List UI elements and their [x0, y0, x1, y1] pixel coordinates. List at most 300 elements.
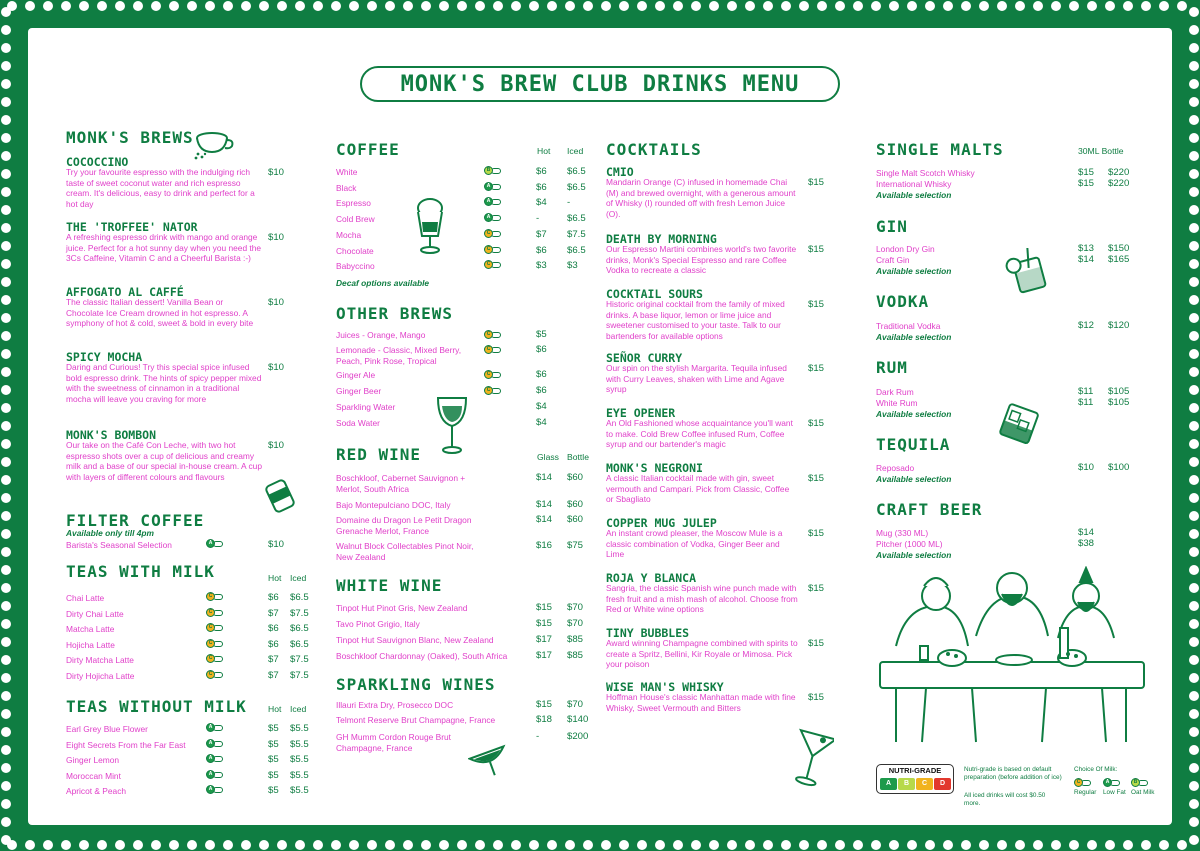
tea-hot-price: $6 [268, 592, 279, 603]
border-dot [151, 840, 161, 850]
grade-letter: A [484, 197, 493, 206]
gin-tonic-icon [1002, 248, 1056, 298]
nutri-grade-c-badge [484, 345, 501, 354]
border-dot [1069, 1, 1079, 11]
border-dot [547, 840, 557, 850]
border-dot [1189, 7, 1199, 17]
wine-glass-price: $14 [536, 472, 553, 483]
spirit-bottle-price: $220 [1108, 178, 1130, 189]
border-dot [1189, 115, 1199, 125]
border-dot [133, 840, 143, 850]
coffee-name: Espresso [336, 198, 371, 209]
section-title-red-wine: RED WINE [336, 445, 422, 464]
border-dot [223, 840, 233, 850]
coffee-name: White [336, 167, 358, 177]
grade-letter: C [484, 229, 493, 238]
monks-illustration [876, 566, 1148, 750]
spirit-name: Pitcher (1000 ML) [876, 539, 943, 549]
filter-coffee-price: $10 [268, 539, 285, 550]
border-dot [1, 475, 11, 485]
border-dot [1189, 205, 1199, 215]
tea-name: Dirty Matcha Latte [66, 655, 134, 665]
cocktail-description: Sangria, the classic Spanish wine punch made with fresh fruit and a mish mash of alcohol. Choose from Red or White wine options [606, 583, 798, 615]
border-dot [1189, 223, 1199, 233]
border-dot [691, 840, 701, 850]
border-dot [601, 1, 611, 11]
border-dot [817, 840, 827, 850]
border-dot [1, 511, 11, 521]
milk-label: Oat Milk [1131, 789, 1155, 796]
grade-letter: A [206, 785, 215, 794]
coffee-cup-icon [192, 124, 236, 160]
border-dot [1, 673, 11, 683]
col-30ml-bottle: 30ML Bottle [1078, 146, 1124, 156]
border-dot [691, 1, 701, 11]
border-dot [1, 223, 11, 233]
coffee-iced-price: $7.5 [567, 228, 586, 240]
border-dot [1051, 840, 1061, 850]
grade-letter: A [484, 213, 493, 222]
border-dot [1189, 691, 1199, 701]
border-dot [817, 1, 827, 11]
border-dot [1189, 529, 1199, 539]
white-wine-name: Tinpot Hut Pinot Gris, New Zealand [336, 603, 468, 613]
border-dot [475, 1, 485, 11]
grade-letter: C [484, 386, 493, 395]
nutri-grade-c-badge [206, 639, 223, 648]
grade-letter: C [206, 639, 215, 648]
grade-letter: A [1103, 778, 1112, 787]
border-dot [1189, 799, 1199, 809]
border-dot [1015, 840, 1025, 850]
border-dot [799, 840, 809, 850]
border-dot [493, 840, 503, 850]
spirit-shot-price: $11 [1078, 397, 1094, 408]
border-dot [421, 1, 431, 11]
wine-bottle-price: $75 [567, 540, 584, 551]
border-dot [1159, 1, 1169, 11]
border-dot [673, 1, 683, 11]
nutri-grade-a-badge [206, 739, 223, 748]
border-dot [997, 840, 1007, 850]
border-dot [385, 840, 395, 850]
nutri-grade-c-badge [484, 229, 501, 238]
border-dot [1189, 421, 1199, 431]
border-dot [1189, 313, 1199, 323]
border-dot [277, 840, 287, 850]
border-dot [655, 840, 665, 850]
border-dot [655, 1, 665, 11]
nutri-grade-a-badge [484, 213, 501, 222]
cocktail-description: Award winning Champagne combined with spirits to create a Spritz, Bellini, Kir Royale or Mimosa. Pick your poison [606, 638, 798, 670]
sparkling-wine-name: Illauri Extra Dry, Prosecco DOC [336, 700, 454, 710]
border-dot [1, 691, 11, 701]
wine-glass-price: $17 [536, 650, 553, 661]
border-dot [1189, 439, 1199, 449]
border-dot [1, 457, 11, 467]
coffee-name: Black [336, 182, 357, 193]
wine-glass-price: $14 [536, 499, 553, 510]
border-dot [61, 1, 71, 11]
title-box [360, 66, 840, 102]
border-dot [1189, 349, 1199, 359]
border-dot [1, 133, 11, 143]
border-dot [205, 1, 215, 11]
other-brew-name: Lemonade - Classic, Mixed Berry, Peach, Pink Rose, Tropical [336, 345, 462, 366]
border-dot [169, 1, 179, 11]
drink-name: MONK'S BOMBON [66, 428, 157, 442]
border-dot [727, 840, 737, 850]
drink-price: $10 [268, 362, 285, 373]
border-dot [1, 763, 11, 773]
sparkling-wine-name: GH Mumm Cordon Rouge Brut Champagne, France [336, 732, 451, 753]
nutri-grade-a-badge [206, 754, 223, 763]
border-dot [1, 313, 11, 323]
grade-letter: C [484, 330, 493, 339]
border-dot [871, 840, 881, 850]
coffee-name: Babyccino [336, 261, 375, 272]
coffee-hot-price: $6 [536, 244, 547, 256]
border-dot [835, 1, 845, 11]
border-dot [1189, 133, 1199, 143]
border-dot [1105, 1, 1115, 11]
nutri-grade-a: A [880, 778, 897, 790]
col-iced: Iced [290, 704, 307, 714]
nutri-grade-c-badge [206, 623, 223, 632]
border-dot [853, 1, 863, 11]
border-dot [1, 565, 11, 575]
coffee-hot-price: - [536, 213, 540, 225]
section-title-cocktails: COCKTAILS [606, 140, 702, 159]
nutri-grade-a-badge [484, 197, 501, 206]
border-dot [1189, 25, 1199, 35]
cocktail-name: TINY BUBBLES [606, 626, 690, 640]
wine-glass-price: $15 [536, 618, 553, 629]
water-glass-icon [434, 392, 470, 456]
other-brew-price: $6 [536, 344, 547, 355]
wine-bottle-price: $70 [567, 618, 584, 629]
section-title-other-brews: OTHER BREWS [336, 304, 453, 323]
border-dot [619, 840, 629, 850]
spirit-shot-price: $15 [1078, 178, 1095, 189]
nutri-grade-c-badge [206, 592, 223, 601]
drink-name: SPICY MOCHA [66, 350, 143, 364]
spirit-shot-price: $11 [1078, 386, 1094, 397]
border-dot [241, 840, 251, 850]
border-dot [1189, 97, 1199, 107]
tea-hot-price: $6 [268, 623, 279, 634]
border-dot [907, 840, 917, 850]
filter-coffee-note: Available only till 4pm [66, 528, 154, 538]
wine-glass-price: $18 [536, 714, 553, 725]
grade-letter: A [206, 539, 215, 548]
coffee-iced-price: - [567, 197, 571, 209]
spirit-name: Single Malt Scotch Whisky [876, 168, 975, 178]
wine-bottle-price: $200 [567, 731, 589, 742]
white-wine-name: Tavo Pinot Grigio, Italy [336, 619, 420, 629]
cocktail-price: $15 [808, 177, 825, 188]
drink-name: THE 'TROFFEE' NATOR [66, 220, 198, 234]
border-dot [1, 583, 11, 593]
border-dot [1, 349, 11, 359]
border-dot [367, 840, 377, 850]
border-dot [997, 1, 1007, 11]
border-dot [1189, 655, 1199, 665]
grade-letter: C [206, 608, 215, 617]
border-dot [25, 840, 35, 850]
cocktail-description: Historic original cocktail from the family of mixed drinks. A base liquor, lemon or lime juice and sweetener customised to your taste. Talk to our bartenders for available options [606, 299, 785, 341]
wine-bottle-price: $70 [567, 699, 584, 710]
milkshake-icon [410, 196, 450, 256]
wine-bottle-price: $85 [567, 650, 584, 661]
cocktail-name: COCKTAIL SOURS [606, 287, 703, 301]
wine-glass-price: $15 [536, 699, 553, 710]
tea-name: Eight Secrets From the Far East [66, 739, 186, 750]
other-brew-name: Ginger Ale [336, 370, 376, 380]
spirit-bottle-price: $100 [1108, 462, 1130, 473]
whisky-glass-icon [992, 398, 1048, 450]
grade-letter: C [484, 260, 493, 269]
border-dot [403, 1, 413, 11]
available-selection-note: Available selection [876, 266, 952, 276]
tea-hot-price: $7 [268, 669, 279, 681]
border-dot [97, 1, 107, 11]
white-wine-name: Boschkloof Chardonnay (Oaked), South Africa [336, 651, 508, 661]
border-dot [133, 1, 143, 11]
border-dot [529, 1, 539, 11]
tea-name: Earl Grey Blue Flower [66, 724, 148, 734]
border-dot [781, 1, 791, 11]
wine-glass-price: $15 [536, 602, 553, 613]
red-wine-name: Walnut Block Collectables Pinot Noir, New Zealand [336, 541, 474, 562]
drink-description: A refreshing espresso drink with mango and orange juice. Perfect for a hot sunny day when you need the 3Cs Caffeine, Vitamin C and a Cheerful Barista :-) [66, 232, 262, 264]
border-dot [1189, 835, 1199, 845]
spirit-name: Dark Rum [876, 387, 914, 397]
other-brew-price: $4 [536, 401, 547, 412]
border-dot [745, 1, 755, 11]
wine-bottle-price: $60 [567, 514, 584, 525]
nutri-grade-badge [876, 764, 954, 794]
beer-price: $14 [1078, 527, 1095, 538]
spirit-name: Traditional Vodka [876, 321, 941, 331]
border-dot [1189, 817, 1199, 827]
border-dot [25, 1, 35, 11]
border-dot [529, 840, 539, 850]
coffee-name: Mocha [336, 229, 362, 240]
nutri-grade-d: D [934, 778, 951, 790]
border-dot [1, 241, 11, 251]
milk-label: Regular [1074, 789, 1097, 796]
tea-hot-price: $5 [268, 769, 279, 781]
border-dot [1189, 475, 1199, 485]
border-dot [1, 61, 11, 71]
border-dot [889, 1, 899, 11]
border-dot [1, 637, 11, 647]
section-title-single_malts: SINGLE MALTS [876, 140, 1004, 159]
section-title-tequila: TEQUILA [876, 435, 951, 454]
border-dot [115, 840, 125, 850]
border-dot [853, 840, 863, 850]
border-dot [1033, 1, 1043, 11]
cocktail-price: $15 [808, 583, 825, 594]
border-dot [1, 277, 11, 287]
red-wine-name: Domaine du Dragon Le Petit Dragon Grenache Merlot, France [336, 515, 472, 536]
nutri-grade-c-badge [484, 260, 501, 269]
border-dot [1189, 385, 1199, 395]
cocktail-description: An instant crowd pleaser, the Moscow Mule is a classic combination of Vodka, Ginger Beer and Lime [606, 528, 783, 560]
other-brew-name: Juices - Orange, Mango [336, 330, 426, 340]
nutri-grade-scale [880, 778, 951, 790]
border-dot [43, 840, 53, 850]
section-title-monks-brews: MONK'S BREWS [66, 128, 194, 147]
cocktail-price: $15 [808, 692, 825, 703]
nutri-grade-c-badge [206, 670, 223, 679]
spirit-bottle-price: $105 [1108, 386, 1130, 397]
border-dot [1189, 331, 1199, 341]
border-dot [781, 840, 791, 850]
tea-name: Moroccan Mint [66, 770, 121, 781]
border-dot [1189, 511, 1199, 521]
grade-letter: B [484, 166, 493, 175]
border-dot [1, 187, 11, 197]
border-dot [1177, 840, 1187, 850]
section-title-craft_beer: CRAFT BEER [876, 500, 983, 519]
milk-oat-milk-badge [1131, 778, 1148, 787]
border-dot [457, 1, 467, 11]
col-iced: Iced [290, 573, 307, 583]
border-dot [727, 1, 737, 11]
cocktail-description: Mandarin Orange (C) infused in homemade Chai (M) and brewed overnight, with a generous amount of Whisky (I) rounded off with fresh Lemon Juice (O). [606, 177, 796, 219]
border-dot [1189, 493, 1199, 503]
border-dot [1, 547, 11, 557]
sparkling-wine-name: Telmont Reserve Brut Champagne, France [336, 715, 496, 725]
available-selection-note: Available selection [876, 474, 952, 484]
border-dot [1189, 547, 1199, 557]
tea-name: Matcha Latte [66, 624, 115, 634]
border-dot [1189, 709, 1199, 719]
border-dot [1189, 727, 1199, 737]
other-brew-price: $6 [536, 385, 547, 396]
border-dot [1, 421, 11, 431]
tea-hot-price: $7 [268, 607, 279, 619]
milk-label: Low Fat [1103, 789, 1126, 796]
border-dot [961, 840, 971, 850]
col-hot: Hot [268, 704, 282, 714]
col-glass: Glass [537, 452, 559, 462]
tea-hot-price: $5 [268, 723, 279, 734]
cocktail-description: Our Espresso Martini combines world's two favorite drinks, Monk's Special Espresso and rare Coffee Vodka to recreate a classic [606, 244, 797, 276]
border-dot [1189, 43, 1199, 53]
coffee-hot-price: $6 [536, 166, 547, 177]
grade-letter: C [484, 370, 493, 379]
wine-bottle-price: $85 [567, 634, 584, 645]
border-dot [1033, 840, 1043, 850]
coffee-iced-price: $3 [567, 260, 578, 272]
border-dot [889, 840, 899, 850]
spirit-shot-price: $10 [1078, 462, 1095, 473]
border-dot [1, 295, 11, 305]
border-dot [313, 840, 323, 850]
section-title-coffee: COFFEE [336, 140, 400, 159]
drink-price: $10 [268, 232, 285, 243]
wine-glass-price: $14 [536, 514, 553, 525]
nutri-grade-c-badge [484, 245, 501, 254]
drink-price: $10 [268, 167, 285, 178]
grade-letter: A [206, 739, 215, 748]
tea-iced-price: $6.5 [290, 592, 309, 603]
section-title-teas-without-milk: TEAS WITHOUT MILK [66, 697, 247, 716]
spirit-name: Reposado [876, 463, 915, 473]
cocktail-name: DEATH BY MORNING [606, 232, 717, 246]
red-wine-name: Bajo Montepulciano DOC, Italy [336, 500, 451, 510]
grade-letter: A [206, 723, 215, 732]
coffee-iced-price: $6.5 [567, 213, 586, 225]
iced-drinks-note: All iced drinks will cost $0.50 more. [964, 792, 1046, 807]
border-dot [259, 1, 269, 11]
border-dot [1, 385, 11, 395]
border-dot [1, 835, 11, 845]
border-dot [1069, 840, 1079, 850]
border-dot [169, 840, 179, 850]
tea-iced-price: $7.5 [290, 607, 309, 619]
border-dot [1189, 277, 1199, 287]
border-dot [385, 1, 395, 11]
tea-iced-price: $5.5 [290, 738, 309, 750]
border-dot [1, 493, 11, 503]
border-dot [331, 1, 341, 11]
border-dot [1, 403, 11, 413]
border-dot [79, 840, 89, 850]
tea-hot-price: $5 [268, 738, 279, 750]
nutri-grade-title: NUTRI-GRADE [888, 766, 942, 775]
nutri-grade-a-badge [206, 785, 223, 794]
other-brew-name: Soda Water [336, 418, 380, 428]
border-dot [763, 840, 773, 850]
milk-choice-title: Choice Of Milk: [1074, 766, 1118, 773]
nutri-grade-a-badge [206, 723, 223, 732]
coffee-name: Cold Brew [336, 214, 375, 225]
tea-iced-price: $7.5 [290, 654, 309, 665]
section-title-filter-coffee: FILTER COFFEE [66, 511, 205, 530]
border-dot [511, 1, 521, 11]
border-dot [1, 781, 11, 791]
border-dot [493, 1, 503, 11]
tea-iced-price: $6.5 [290, 638, 309, 650]
nutri-grade-a-badge [206, 770, 223, 779]
border-dot [1189, 187, 1199, 197]
border-dot [709, 1, 719, 11]
wine-glass-price: $17 [536, 634, 553, 645]
filter-coffee-item: Barista's Seasonal Selection [66, 540, 172, 550]
nutri-grade-c-badge [484, 386, 501, 395]
border-dot [1, 79, 11, 89]
tea-iced-price: $7.5 [290, 669, 309, 681]
wine-glass-price: $16 [536, 540, 553, 551]
border-dot [1, 331, 11, 341]
coffee-hot-price: $6 [536, 181, 547, 193]
drink-description: Our take on the Café Con Leche, with two hot espresso shots over a cup of delicious and creamy milk and a base of our special in-house cream. A cup with layers of different colours and flavours [66, 440, 262, 482]
cocktail-name: COPPER MUG JULEP [606, 516, 717, 530]
border-dot [97, 840, 107, 850]
border-dot [979, 1, 989, 11]
grade-letter: C [206, 670, 215, 679]
border-dot [871, 1, 881, 11]
border-dot [1, 727, 11, 737]
grade-letter: C [206, 654, 215, 663]
coffee-hot-price: $4 [536, 197, 547, 209]
border-dot [1177, 1, 1187, 11]
border-dot [1189, 781, 1199, 791]
